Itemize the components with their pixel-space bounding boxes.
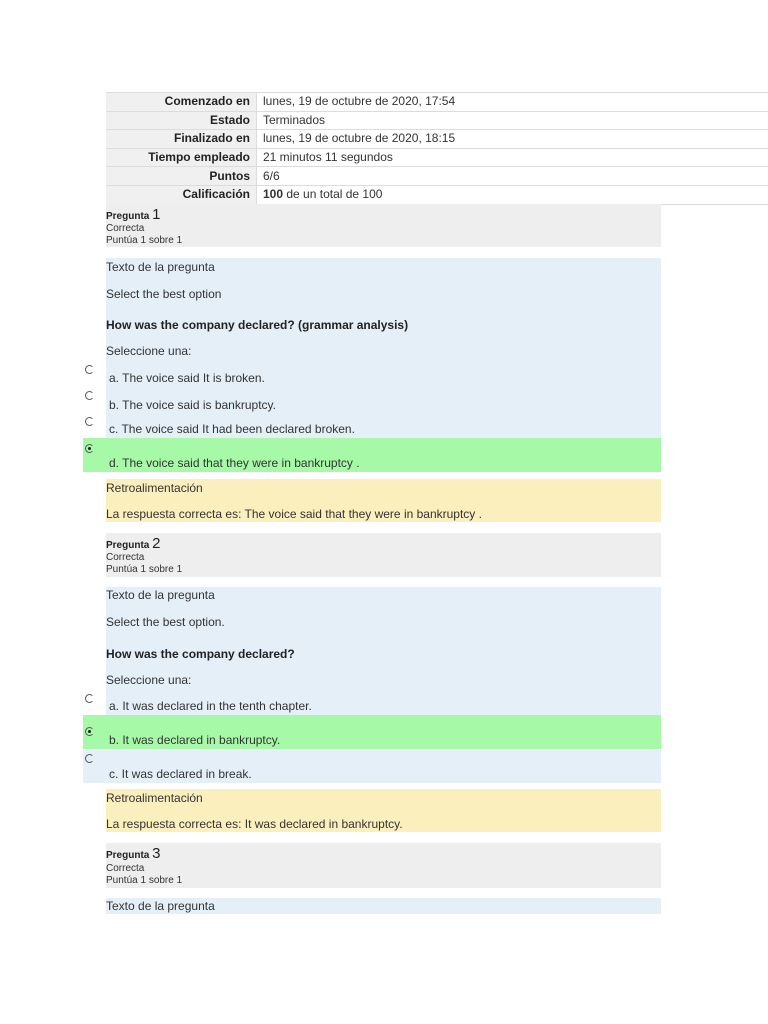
feedback-text: La respuesta correcta es: The voice said that they were in bankruptcy . (106, 507, 482, 521)
question-number (106, 206, 160, 223)
summary-label: Finalizado en (106, 130, 257, 149)
answer-option-correct[interactable] (83, 715, 661, 749)
question-number (106, 845, 160, 862)
question-word: Pregunta (106, 850, 150, 861)
radio-selected-icon[interactable] (85, 444, 94, 453)
radio-unselected-icon[interactable] (85, 417, 94, 426)
answer-option-label: d. The voice said that they were in bankruptcy . (109, 456, 360, 470)
question-grade: Puntúa 1 sobre 1 (106, 235, 183, 246)
question-instruction: Select the best option. (106, 615, 225, 629)
question-text-heading: Texto de la pregunta (106, 899, 215, 913)
grade-value: 100 (263, 187, 284, 202)
question-text-3 (106, 898, 661, 914)
answer-option[interactable] (83, 388, 661, 414)
summary-label: Puntos (106, 167, 257, 186)
question-word: Pregunta (106, 211, 150, 222)
summary-value: Terminados (257, 111, 768, 130)
select-prompt: Seleccione una: (106, 673, 192, 687)
answer-option-label: c. The voice said It had been declared broken. (109, 422, 355, 436)
answer-option-label: a. It was declared in the tenth chapter. (109, 699, 312, 713)
summary-row (106, 93, 768, 112)
question-grade: Puntúa 1 sobre 1 (106, 875, 183, 886)
summary-value: 6/6 (257, 167, 768, 186)
question-word: Pregunta (106, 540, 150, 551)
summary-label: Comenzado en (106, 93, 257, 112)
grade-total: de un total de 100 (286, 187, 383, 202)
feedback-heading: Retroalimentación (106, 791, 203, 805)
question-prompt: How was the company declared? (grammar analysis) (106, 318, 409, 332)
summary-label: Tiempo empleado (106, 148, 257, 167)
answer-option[interactable] (83, 414, 661, 438)
question-state: Correcta (106, 863, 145, 874)
feedback-2 (106, 789, 661, 832)
attempt-summary-table (106, 92, 768, 205)
answer-option[interactable] (83, 691, 661, 715)
question-grade: Puntúa 1 sobre 1 (106, 564, 183, 575)
summary-value: 21 minutos 11 segundos (257, 148, 768, 167)
feedback-text: La respuesta correcta es: It was declared in bankruptcy. (106, 817, 403, 831)
radio-unselected-icon[interactable] (85, 754, 94, 763)
radio-selected-icon[interactable] (85, 727, 94, 736)
question-info-2 (106, 533, 661, 577)
question-number (106, 535, 160, 552)
summary-label: Estado (106, 111, 257, 130)
summary-label: Calificación (106, 185, 257, 204)
question-state: Correcta (106, 223, 145, 234)
question-state: Correcta (106, 552, 145, 563)
question-info-3 (106, 843, 661, 888)
summary-row (106, 130, 768, 149)
answer-option-label: b. It was declared in bankruptcy. (109, 733, 281, 747)
answer-option-label: b. The voice said is bankruptcy. (109, 398, 276, 412)
answer-option-label: c. It was declared in break. (109, 767, 252, 781)
feedback-1 (106, 479, 661, 522)
feedback-heading: Retroalimentación (106, 481, 203, 495)
answer-option[interactable] (83, 750, 661, 783)
answer-option-correct[interactable] (83, 438, 661, 472)
summary-row (106, 148, 768, 167)
select-prompt: Seleccione una: (106, 344, 192, 358)
radio-unselected-icon[interactable] (85, 391, 94, 400)
summary-row (106, 185, 768, 204)
question-instruction: Select the best option (106, 287, 222, 301)
summary-value: lunes, 19 de octubre de 2020, 17:54 (257, 93, 768, 112)
question-info-1 (106, 204, 661, 247)
radio-unselected-icon[interactable] (85, 365, 94, 374)
question-number-value: 2 (152, 535, 161, 552)
question-text-heading: Texto de la pregunta (106, 260, 215, 274)
question-prompt: How was the company declared? (106, 647, 295, 661)
answer-option-label: a. The voice said It is broken. (109, 371, 265, 385)
summary-row (106, 111, 768, 130)
summary-row (106, 167, 768, 186)
question-number-value: 3 (152, 845, 161, 862)
question-text-heading: Texto de la pregunta (106, 588, 215, 602)
question-number-value: 1 (152, 206, 161, 223)
radio-unselected-icon[interactable] (85, 694, 94, 703)
summary-value (257, 185, 768, 204)
answer-option[interactable] (83, 362, 661, 387)
summary-value: lunes, 19 de octubre de 2020, 18:15 (257, 130, 768, 149)
